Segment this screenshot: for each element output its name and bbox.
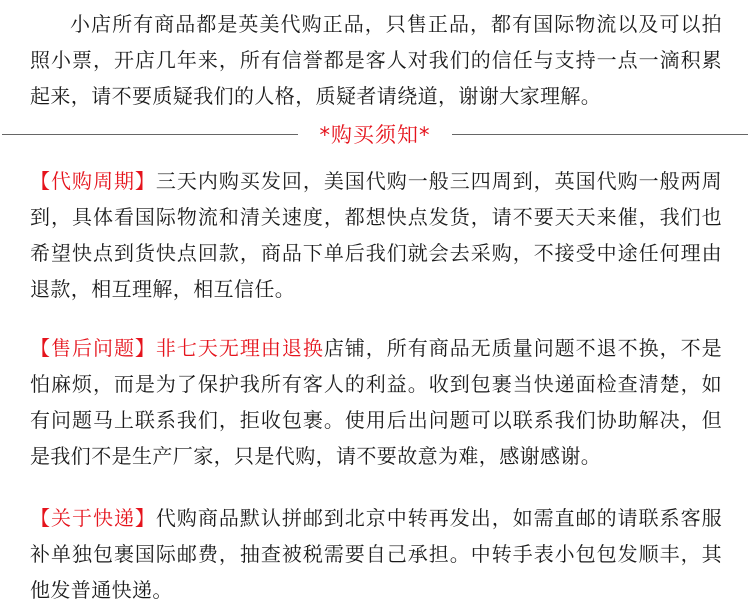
- section-tag: 【代购周期】: [30, 169, 156, 193]
- section-highlight: 非七天无理由退换: [155, 336, 324, 360]
- intro-paragraph: 小店所有商品都是英美代购正品，只售正品，都有国际物流以及可以拍照小票，开店几年来，所有信誉都是客人对我们的信任与支持一点一滴积累起来，请不要质疑我们的人格，质疑者请绕道，谢谢大家理解。: [30, 12, 722, 108]
- section-tag: 【售后问题】: [30, 336, 156, 360]
- section-shipping: [30, 500, 722, 608]
- divider-line-right: [452, 134, 748, 135]
- section-after-sales: [30, 330, 722, 474]
- section-text: 三天内购买发回，美国代购一般三四周到，英国代购一般两周到，具体看国际物流和清关速度，都想快点发货，请不要天天来催，我们也希望快点到货快点回款，商品下单后我们就会去采购，不接受中途任何理由退款，相互理解，相互信任。: [30, 169, 722, 301]
- section-divider: [0, 119, 750, 151]
- section-text: 店铺，所有商品无质量问题不退不换，不是怕麻烦，而是为了保护我所有客人的利益。收到包裹当快递面检查清楚，如有问题马上联系我们，拒收包裹。使用后出问题可以联系我们协助解决，但是我们不是生产厂家，只是代购，请不要故意为难，感谢感谢。: [30, 336, 722, 468]
- section-tag: 【关于快递】: [30, 506, 156, 530]
- divider-line-left: [2, 134, 298, 135]
- section-purchase-cycle: [30, 163, 722, 307]
- divider-title: *购买须知*: [319, 123, 431, 147]
- section-text: 代购商品默认拼邮到北京中转再发出，如需直邮的请联系客服补单独包裹国际邮费，抽查被税需要自己承担。中转手表小包包发顺丰，其他发普通快递。: [30, 506, 722, 602]
